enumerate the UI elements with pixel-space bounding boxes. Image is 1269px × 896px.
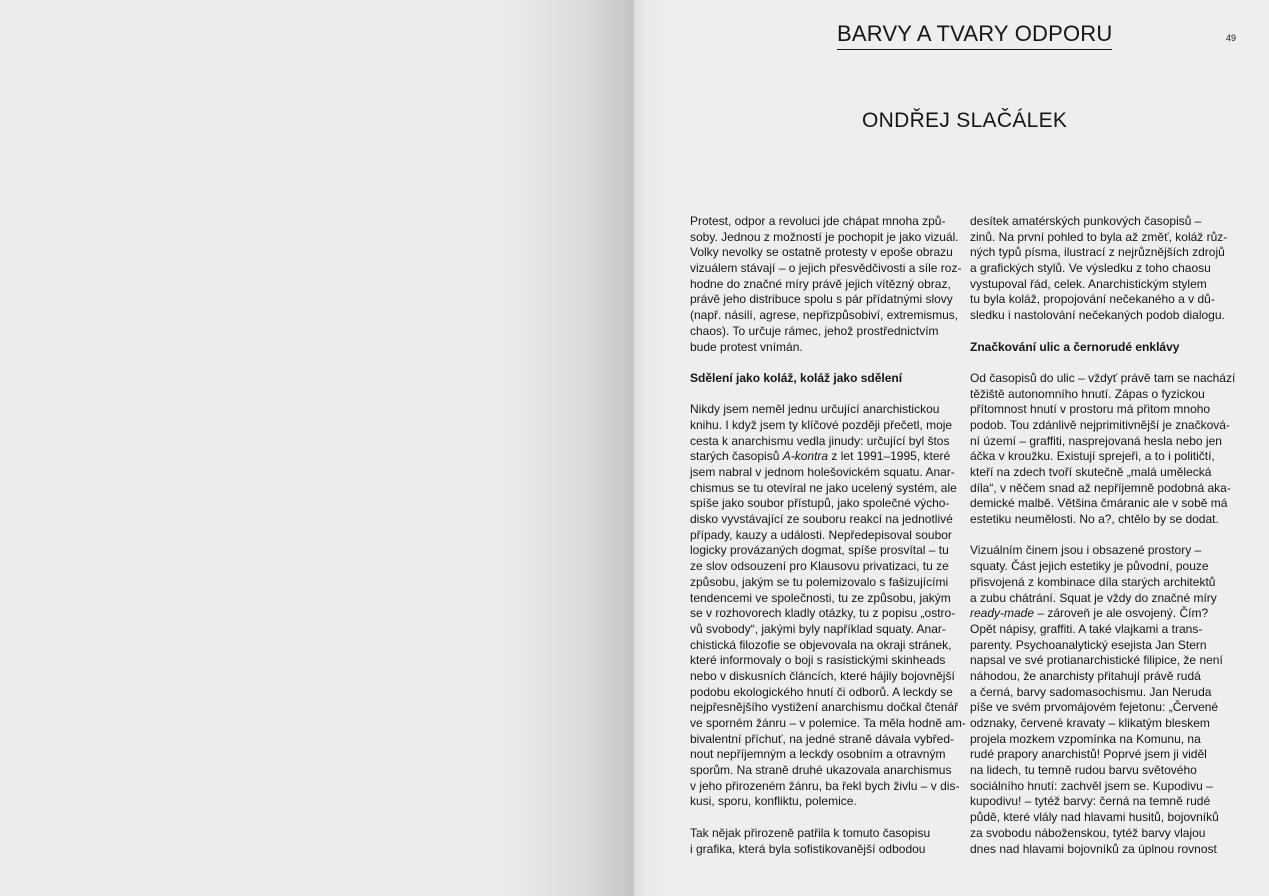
body-text-line: i grafika, která byla sofistikovanější odbodou [690,841,926,856]
body-text-line: nout nepříjemným a leckdy osobním a otravným [690,747,946,762]
body-text-line: odznaky, červené kravaty – klikatým bleskem [970,716,1210,730]
body-text-line: a grafických stylů. Ve výsledku z toho chaosu [970,261,1211,276]
paragraph-spacer [970,355,1235,371]
body-text-line: soby. Jednou z možností je pochopit je jako vizuál. [690,229,959,244]
body-text-line: vizuálem stávají – o jejich přesvědčivosti a síle roz- [690,261,962,276]
body-text-line: vystupoval řád, celek. Anarchistickým stylem [970,276,1207,291]
body-text-line: přisvojená z kombinace díla starých architektů [970,574,1216,589]
body-text-line: bude protest vnímán. [690,339,803,354]
body-text-line: chismus se tu otevíral ne jako ucelený systém, ale [690,480,957,495]
body-text-line: které informovaly o boji s rasistickými skinheads [690,653,946,668]
body-text-line: áčka v kroužku. Existují sprejeři, a to i političtí, [970,449,1215,464]
paragraph-spacer [690,810,955,826]
body-text-line: na lidech, tu temně rudou barvu světového [970,763,1197,778]
body-text-line: chaos). To určuje rámec, jehož prostřednictvím [690,323,939,338]
author-name: ONDŘEJ SLAČÁLEK [862,109,1068,132]
paragraph-spacer [970,528,1235,544]
body-text-line: ze slov odsouzení pro Klausovu privatizaci, tu ze [690,559,949,574]
body-text-line: za svobodu náboženskou, tytéž barvy vlajou [970,825,1206,840]
body-text-line: jsem nabral v jednom holešovickém squatu. Anar- [690,465,955,479]
body-text-line: právě jeho distribuce spolu s pár přídatnými slovy [690,292,953,307]
body-text-line: ní území – graffiti, nasprejovaná hesla nebo jen [970,433,1222,448]
italic-term: A-kontra [782,449,829,464]
body-text-line: díla“, v něčem snad až nepříjemně podobná aka- [970,480,1231,495]
body-text-line: způsobu, jakým se tu polemizovalo s fašizujícími [690,574,949,589]
paragraph-spacer [690,387,955,403]
text-column-left [690,214,966,857]
body-text-line: a zubu chátrání. Squat je vždy do značné míry [970,590,1217,605]
body-text-line: cesta k anarchismu vedla jinudy: určující byl štos [690,433,950,448]
left-page-blank [0,0,634,896]
body-text-line: demické malbě. Většina čmáranic ale v sobě má [970,496,1228,511]
body-text-line: ných typů písma, ilustrací z nejrůznějších zdrojů [970,245,1225,260]
page-number: 49 [1225,33,1236,43]
body-text-line: squaty. Část jejich estetiky je původní, pouze [970,559,1209,574]
body-text-line: náhodou, že anarchisty přitahují právě rudá [970,668,1201,683]
body-text-line: v jeho přirozeném žánru, ba řekl bych živlu – v dis- [690,778,960,793]
body-text-line: nejpřesnějšího vystižení anarchismu dočkal čtenář [690,700,959,715]
running-head: BARVY A TVARY ODPORU [837,21,1112,50]
body-text-line: Volky nevolky se ostatně protesty v epoše obrazu [690,245,953,260]
body-text-line: těžiště autonomního hnutí. Zápas o fyzickou [970,386,1205,401]
section-heading: Značkování ulic a černorudé enklávy [970,339,1180,354]
body-text-line: hodne do značné míry právě jejich vítězný obraz, [690,276,951,291]
paragraph-spacer [690,355,955,371]
body-text-line: ve sporném žánru – v polemice. Ta měla hodně am- [690,716,966,730]
body-text-line: logicky provázaných dogmat, spíše prosvítal – tu [690,543,949,558]
body-text-line: Opět nápisy, graffiti. A také vlajkami a trans- [970,621,1203,636]
body-text-line: (např. násilí, agrese, nepřizpůsobiví, extremismus, [690,308,959,323]
body-text-line: Od časopisů do ulic – vždyť právě tam se nachází [970,370,1236,385]
body-text-line: knihu. I když jsem ty klíčové později přečetl, moje [690,417,953,432]
body-text-line: Vizuálním činem jsou i obsazené prostory – [970,543,1202,558]
body-text-line: vů svobody“, jakými byly například squaty. Anar- [690,621,946,636]
body-text-line: desítek amatérských punkových časopisů – [970,214,1202,228]
body-text-line: kteří na zdech tvoří skutečně „malá umělecká [970,465,1212,479]
body-text-line: bivalentní příchuť, na jedné straně dávala vybřed- [690,731,954,746]
body-text-line: zinů. Na první pohled to byla až změť, koláž růz- [970,229,1228,244]
body-text-line: píše ve svém prvomájovém fejetonu: „Červené [970,700,1219,715]
body-text-line: dnes nad hlavami bojovníků za úplnou rovnost [970,841,1217,856]
body-text-line: případy, kauzy a události. Nepředepisoval soubor [690,527,952,542]
body-text-line: kupodivu! – tytéž barvy: černá na temně rudé [970,794,1211,809]
body-text-line: Nikdy jsem neměl jednu určující anarchistickou [690,402,940,417]
body-text-line: nebo v diskusních článcích, které hájily bojovnější [690,668,955,683]
body-text-line: sporům. Na straně druhé ukazovala anarchismus [690,763,952,778]
body-text-line: tu byla koláž, propojování nečekaného a v dů- [970,292,1215,307]
body-text-line: a černá, barvy sadomasochismu. Jan Neruda [970,684,1212,699]
paragraph-spacer [970,324,1235,340]
body-text-line: parenty. Psychoanalytický esejista Jan Stern [970,637,1207,652]
body-text-line: Protest, odpor a revoluci jde chápat mnoha způ- [690,214,946,228]
body-text-line: podobu ekologického hnutí či odborů. A leckdy se [690,684,953,699]
body-text-line: sledku i nastolování nečekaných podob dialogu. [970,308,1225,323]
body-text-line: Tak nějak přirozeně patřila k tomuto časopisu [690,825,931,840]
body-text-line: projela mozkem vzpomínka na Komunu, na [970,731,1201,746]
body-text-line: spíše jako soubor přístupů, jako společné výcho- [690,496,950,511]
italic-term: ready-made [970,606,1035,621]
body-text-line: estetiku neumělosti. No a?, chtělo by se dodat. [970,512,1219,527]
text-column-right [970,214,1235,857]
section-heading: Sdělení jako koláž, koláž jako sdělení [690,370,903,385]
body-text-line: kusi, sporu, konfliktu, polemice. [690,794,857,809]
body-text-line: tendencemi ve společnosti, tu ze způsobu, jakým [690,590,951,605]
body-text-line: se v rozhovorech kladly otázky, tu z popisu „ostro- [690,606,956,621]
body-text-line: půdě, které vlály nad hlavami husitů, bojovníků [970,810,1219,825]
body-text-line: přítomnost hnutí v prostoru má přitom mnoho [970,402,1211,417]
body-text-line: podob. Tou zdánlivě nejprimitivnější je značková- [970,417,1230,432]
body-text-line: chistická filozofie se objevovala na okraji stránek, [690,637,952,652]
body-text-line: napsal ve své protianarchistické filipice, že není [970,653,1223,668]
body-text-line: rudé prapory anarchistů! Poprvé jsem ji viděl [970,747,1207,762]
body-text-line: ready-made – zároveň je ale osvojený. Čím? [970,606,1209,621]
body-text-line: sociálního hnutí: zachvěl jsem se. Kupodivu – [970,778,1213,793]
body-text-line: starých časopisů A-kontra z let 1991–1995, které [690,449,951,464]
body-text-line: disko vyvstávající ze souboru reakcí na jednotlivé [690,512,953,527]
